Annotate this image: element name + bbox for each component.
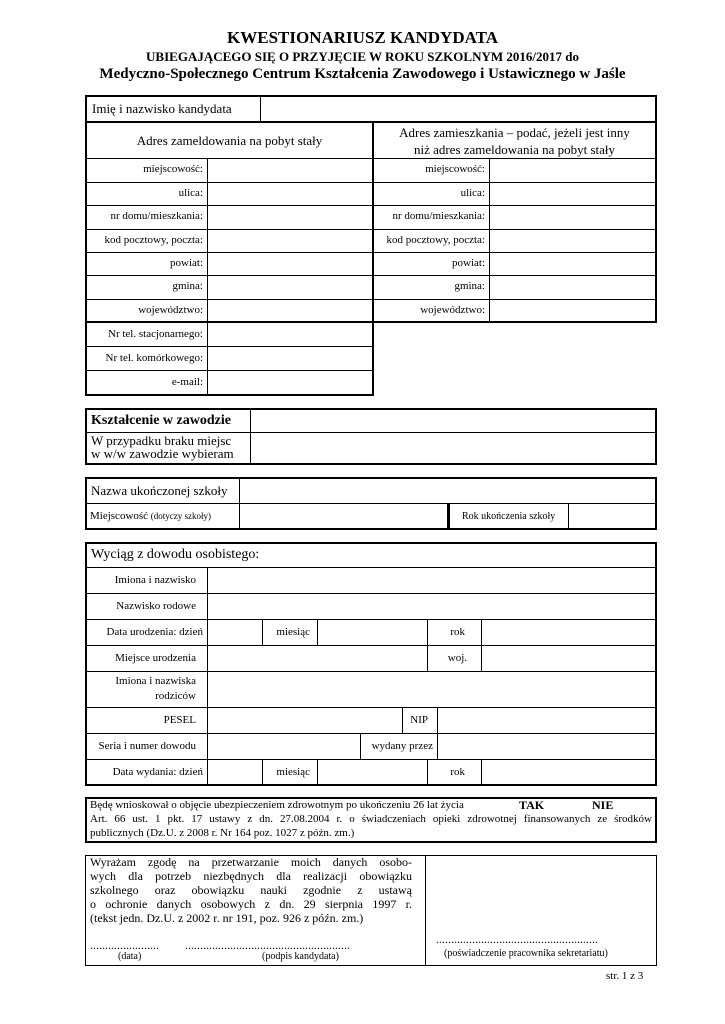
- signature-caption: (podpis kandydata): [262, 951, 339, 962]
- right-county-label: powiat:: [452, 257, 485, 269]
- birth-place-label: Miejsce urodzenia: [115, 652, 196, 664]
- left-city-field[interactable]: [209, 160, 371, 181]
- right-province-label: województwo:: [420, 304, 485, 316]
- landline-field[interactable]: [209, 324, 372, 345]
- residence-address-header-2: niż adres zameldowania na pobyt stały: [413, 142, 616, 157]
- birth-month-field[interactable]: [319, 621, 426, 644]
- id-number-label: Seria i numer dowodu: [98, 740, 196, 752]
- consent-line-3: szkolnego oraz obowiązku nauki zgodnie z ustawą: [90, 883, 412, 897]
- form-subtitle: UBIEGAJĄCEGO SIĘ O PRZYJĘCIE W ROKU SZKOLNYM 2016/2017 do: [146, 49, 579, 64]
- birth-place-field[interactable]: [209, 647, 426, 670]
- family-name-label: Nazwisko rodowe: [116, 600, 196, 612]
- birth-year-label: rok: [450, 626, 465, 638]
- candidate-signature-line[interactable]: .......................................................: [185, 938, 350, 952]
- page-number: str. 1 z 3: [606, 970, 644, 982]
- names-label: Imiona i nazwisko: [114, 574, 196, 586]
- right-postcode-field[interactable]: [491, 231, 655, 251]
- right-commune-field[interactable]: [491, 277, 655, 298]
- right-city-field[interactable]: [491, 160, 655, 181]
- right-house-field[interactable]: [491, 207, 655, 228]
- issue-year-field[interactable]: [483, 761, 655, 784]
- school-city-label-main: Miejscowość: [90, 510, 149, 522]
- left-postcode-field[interactable]: [209, 231, 371, 251]
- parents-label-1: Imiona i nazwiska: [115, 675, 196, 687]
- issue-year-label: rok: [450, 766, 465, 778]
- nip-field[interactable]: [439, 709, 655, 732]
- landline-label: Nr tel. stacjonarnego:: [108, 328, 203, 340]
- institution-name: Medyczno-Społecznego Centrum Kształcenia Zawodowego i Ustawicznego w Jaśle: [99, 66, 626, 82]
- id-header: Wyciąg z dowodu osobistego:: [91, 547, 260, 562]
- birth-date-label: Data urodzenia: dzień: [106, 626, 203, 638]
- school-city-label: [90, 510, 211, 522]
- issue-date-label: Data wydania: dzień: [112, 766, 203, 778]
- right-postcode-label: kod pocztowy, poczta:: [386, 234, 485, 246]
- vocation-alt-line1: W przypadku braku miejsc: [91, 433, 232, 448]
- birth-month-label: miesiąc: [276, 626, 310, 638]
- left-postcode-label: kod pocztowy, poczta:: [104, 234, 203, 246]
- residence-address-header-1: Adres zamieszkania – podać, jeżeli jest inny: [399, 125, 630, 140]
- left-house-field[interactable]: [209, 207, 371, 228]
- school-city-field[interactable]: [241, 505, 446, 528]
- issue-day-field[interactable]: [209, 761, 261, 784]
- date-signature-line[interactable]: .......................: [90, 938, 159, 952]
- vocation-alt-line2: w w/w zawodzie wybieram: [91, 446, 234, 461]
- insurance-law-line1: Art. 66 ust. 1 pkt. 17 ustawy z dn. 27.08.2004 r. o świadczeniach opieki zdrowotnej finansowanych ze środków: [90, 813, 652, 825]
- right-street-label: ulica:: [460, 187, 485, 199]
- id-number-field[interactable]: [209, 735, 359, 758]
- vocation-field[interactable]: [252, 410, 655, 431]
- birth-year-field[interactable]: [483, 621, 655, 644]
- province-label: woj.: [447, 652, 467, 664]
- right-county-field[interactable]: [491, 254, 655, 274]
- left-commune-field[interactable]: [209, 277, 371, 298]
- issue-month-field[interactable]: [319, 761, 426, 784]
- left-county-field[interactable]: [209, 254, 371, 274]
- province-field[interactable]: [483, 647, 655, 670]
- date-caption: (data): [118, 951, 142, 962]
- insurance-law-line2: publicznych (Dz.U. z 2008 r. Nr 164 poz. 1027 z późn. zm.): [90, 827, 355, 839]
- issued-by-label: wydany przez: [371, 740, 433, 752]
- parents-field[interactable]: [209, 673, 655, 706]
- school-name-field[interactable]: [241, 479, 655, 502]
- vocation-header: Kształcenie w zawodzie: [91, 413, 231, 428]
- school-city-note: (dotyczy szkoły): [150, 511, 212, 521]
- left-street-label: ulica:: [178, 187, 203, 199]
- school-year-label: Rok ukończenia szkoły: [462, 511, 556, 522]
- email-label: e-mail:: [171, 376, 203, 388]
- mobile-field[interactable]: [209, 348, 372, 369]
- candidate-name-label: Imię i nazwisko kandydata: [92, 101, 232, 116]
- left-commune-label: gmina:: [172, 280, 203, 292]
- consent-line-4: o ochronie danych osobowych z dn. 29 sierpnia 1997 r.: [90, 897, 412, 911]
- nip-label: NIP: [410, 714, 428, 726]
- insurance-yes-option[interactable]: TAK: [519, 798, 545, 812]
- consent-line-1: Wyrażam zgodę na przetwarzanie moich danych osobo-: [90, 855, 412, 869]
- left-street-field[interactable]: [209, 184, 371, 204]
- consent-line-5: (tekst jedn. Dz.U. z 2002 r. nr 191, poz. 926 z późn. zm.): [90, 911, 364, 925]
- right-city-label: miejscowość:: [425, 163, 485, 175]
- right-province-field[interactable]: [491, 301, 655, 321]
- consent-line-2: wych dla potrzeb niezbędnych dla realizacji obowiązku: [90, 869, 412, 883]
- pesel-field[interactable]: [209, 709, 401, 732]
- insurance-question: Będę wnioskował o objęcie ubezpieczeniem zdrowotnym po ukończeniu 26 lat życia: [90, 799, 464, 811]
- email-field[interactable]: [209, 372, 372, 394]
- permanent-address-header: Adres zameldowania na pobyt stały: [136, 133, 323, 148]
- vocation-alt-field[interactable]: [252, 434, 655, 463]
- mobile-label: Nr tel. komórkowego:: [105, 352, 203, 364]
- right-street-field[interactable]: [491, 184, 655, 204]
- secretary-caption: (poświadczenie pracownika sekretariatu): [444, 948, 608, 959]
- school-year-field[interactable]: [570, 505, 655, 528]
- issued-by-field[interactable]: [439, 735, 655, 758]
- insurance-no-option[interactable]: NIE: [592, 798, 614, 812]
- parents-label-2: rodziców: [155, 690, 196, 702]
- school-name-label: Nazwa ukończonej szkoły: [91, 483, 228, 498]
- left-city-label: miejscowość:: [143, 163, 203, 175]
- issue-month-label: miesiąc: [276, 766, 310, 778]
- left-county-label: powiat:: [170, 257, 203, 269]
- family-name-field[interactable]: [209, 595, 655, 618]
- left-province-label: województwo:: [138, 304, 203, 316]
- left-province-field[interactable]: [209, 301, 371, 321]
- right-commune-label: gmina:: [454, 280, 485, 292]
- right-house-label: nr domu/mieszkania:: [392, 210, 485, 222]
- names-field[interactable]: [209, 569, 655, 592]
- form-title: KWESTIONARIUSZ KANDYDATA: [227, 28, 498, 47]
- birth-day-field[interactable]: [209, 621, 261, 644]
- secretary-signature-line[interactable]: ......................................................: [436, 932, 598, 946]
- pesel-label: PESEL: [163, 714, 196, 726]
- left-house-label: nr domu/mieszkania:: [110, 210, 203, 222]
- candidate-name-field[interactable]: [262, 97, 655, 121]
